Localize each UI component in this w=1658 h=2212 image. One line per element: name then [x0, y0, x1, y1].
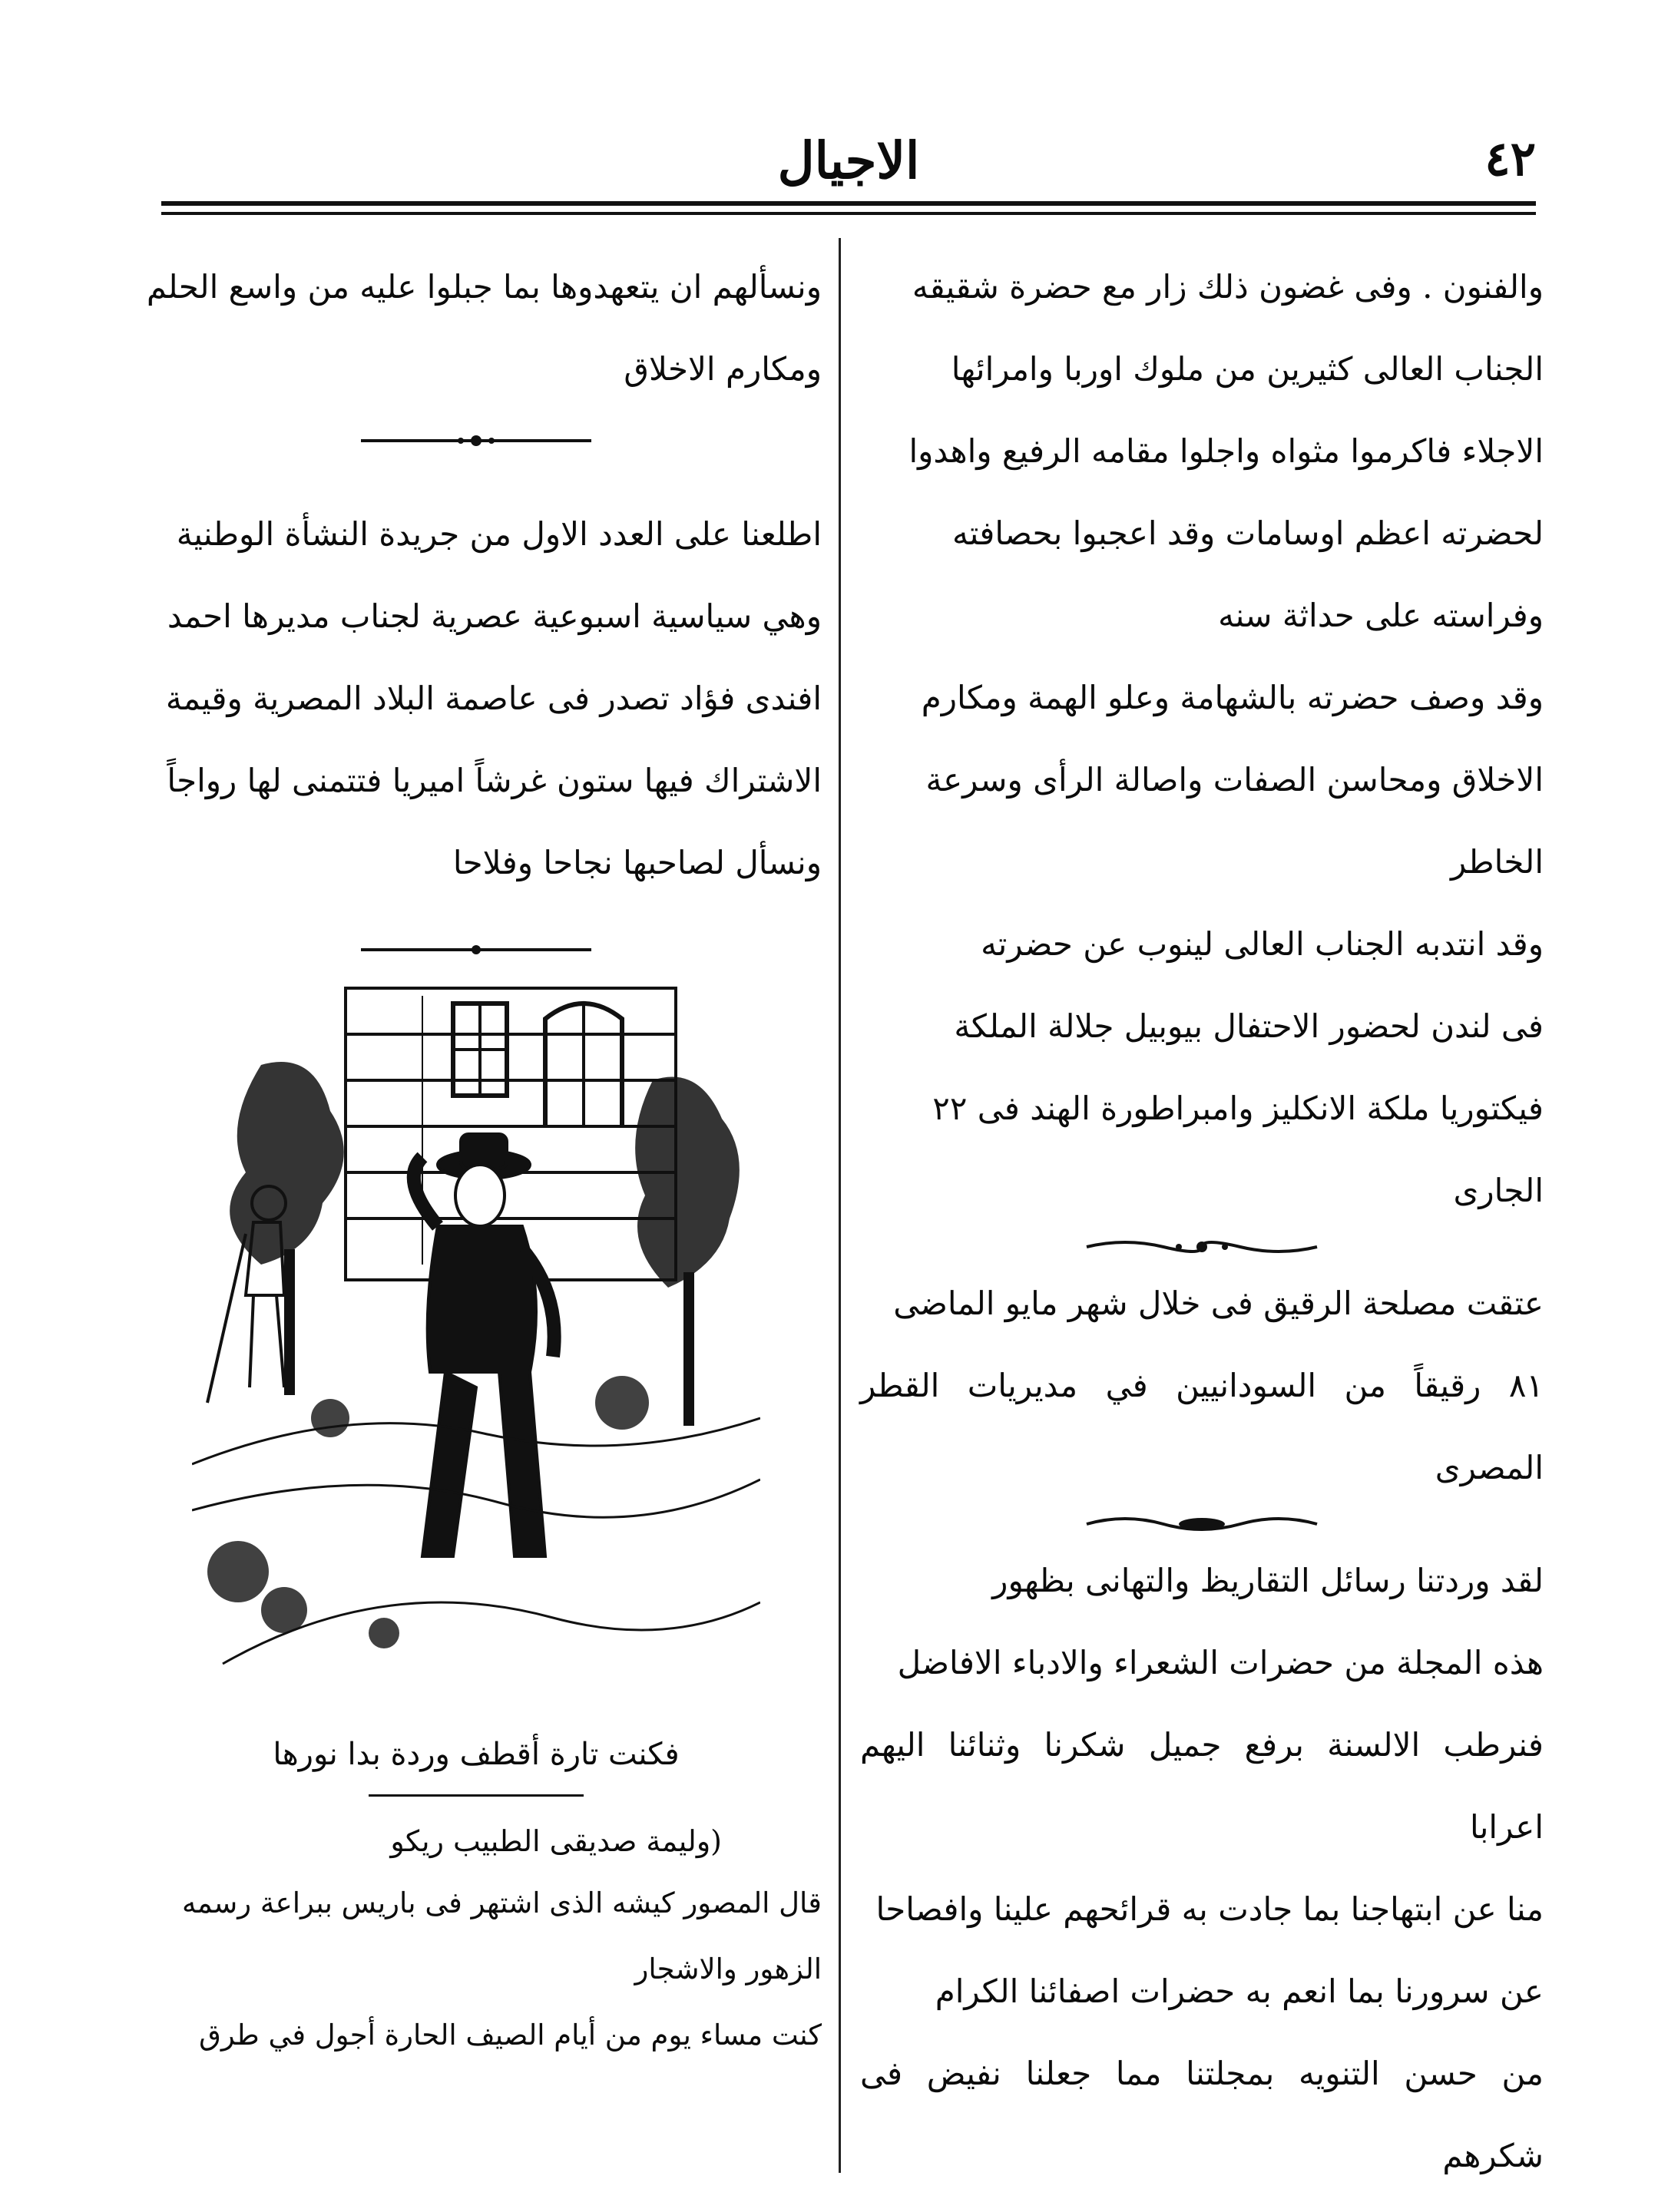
- text-line: وهي سياسية اسبوعية عصرية لجناب مديرها احمد: [167, 597, 822, 635]
- text-line: لقد وردتنا رسائل التقاريظ والتهانى بظهور: [992, 1562, 1544, 1599]
- text-line: لحضرته اعظم اوسامات وقد اعجبوا بحصافته: [952, 514, 1544, 552]
- text-line: قال المصور كيشه الذى اشتهر فى باريس ببراعة رسمه: [181, 1886, 822, 1919]
- text-line: من حسن التنويه بمجلتنا مما جعلنا نفيض فى شكرهم: [860, 2055, 1544, 2174]
- text-line: ومكارم الاخلاق: [624, 350, 822, 388]
- text-line: عتقت مصلحة الرقيق فى خلال شهر مايو الماضى: [893, 1285, 1544, 1322]
- text-line: والفنون . وفى غضون ذلك زار مع حضرة شقيقه: [912, 268, 1544, 306]
- section-ornament: [1079, 1509, 1325, 1539]
- story-title: (وليمة صديقى الطبيب ريكو: [390, 1824, 722, 1858]
- text-line: افندى فؤاد تصدر فى عاصمة البلاد المصرية وقيمة: [165, 679, 822, 717]
- text-line: فيكتوريا ملكة الانكليز وامبراطورة الهند فى ٢٢: [932, 1089, 1544, 1127]
- text-line: منا عن ابتهاجنا بما جادت به قرائحهم علينا وافصاحا: [875, 1890, 1544, 1928]
- text-line: هذه المجلة من حضرات الشعراء والادباء الافاضل: [897, 1644, 1544, 1681]
- text-line: الاشتراك فيها ستون غرشاً اميريا فتتمنى لها رواجاً: [167, 762, 822, 799]
- text-line: الاخلاق ومحاسن الصفات واصالة الرأى وسرعة: [925, 761, 1544, 799]
- section-ornament: [1079, 1232, 1325, 1262]
- text-line: الجارى: [1453, 1172, 1544, 1209]
- text-line: ٨١ رقيقاً من السودانيين في مديريات القطر المصرى: [860, 1367, 1544, 1486]
- text-line: فنرطب الالسنة برفع جميل شكرنا وثنائنا اليهم اعرابا: [860, 1726, 1544, 1846]
- text-line: ونسأل لصاحبها نجاحا وفلاحا: [452, 844, 822, 881]
- text-line: وقد وصف حضرته بالشهامة وعلو الهمة ومكارم: [921, 679, 1544, 716]
- text-line: الخاطر: [1451, 843, 1544, 881]
- header-rule-thin: [161, 212, 1536, 215]
- text-line: كنت مساء يوم من أيام الصيف الحارة أجول في طرق: [199, 2019, 822, 2052]
- illustration-caption: فكنت تارة أقطف وردة بدا نورها: [273, 1737, 680, 1772]
- journal-title: الاجيال: [777, 131, 920, 190]
- section-ornament: [353, 425, 599, 456]
- page-number: ٤٢: [1484, 131, 1536, 187]
- page-header: [161, 115, 1536, 215]
- left-column: [131, 246, 822, 2068]
- right-column: [860, 246, 1544, 2197]
- column-divider: [839, 238, 841, 2173]
- text-line: الاجلاء فاكرموا مثواه واجلوا مقامه الرفيع واهدوا: [908, 432, 1544, 470]
- text-line: عن سرورنا بما انعم به حضرات اصفائنا الكرام: [935, 1972, 1544, 2010]
- engraving-illustration: [192, 973, 760, 1687]
- text-line: الجناب العالى كثيرين من ملوك اوربا وامرائها: [951, 350, 1544, 388]
- text-line: وقد انتدبه الجناب العالى لينوب عن حضرته: [981, 925, 1544, 963]
- section-ornament: [353, 934, 599, 965]
- text-line: ونسألهم ان يتعهدوها بما جبلوا عليه من واسع الحلم: [146, 268, 822, 306]
- text-line: الزهور والاشجار: [634, 1952, 822, 1986]
- text-line: اطلعنا على العدد الاول من جريدة النشأة الوطنية: [176, 515, 822, 553]
- text-line: فى لندن لحضور الاحتفال بيوبيل جلالة الملكة: [954, 1007, 1544, 1045]
- text-line: وفراسته على حداثة سنه: [1218, 597, 1544, 634]
- header-rule-thick: [161, 201, 1536, 206]
- caption-rule: [369, 1794, 584, 1797]
